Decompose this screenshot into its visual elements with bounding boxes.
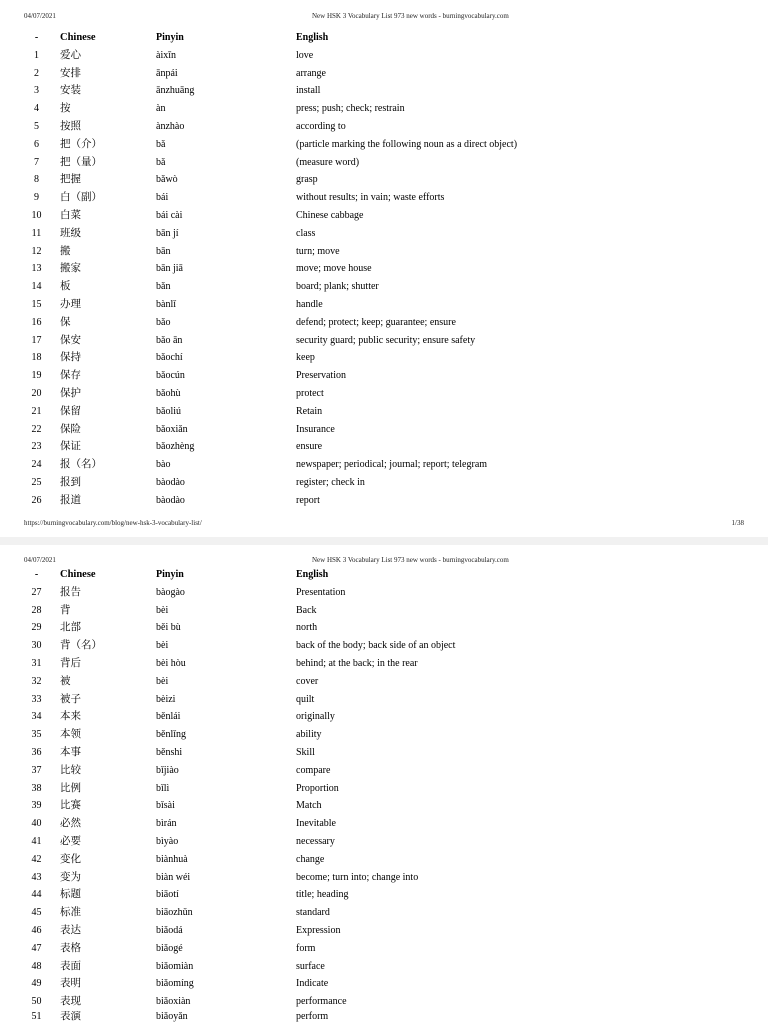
vocab-chinese-cell: 被 [60,675,71,687]
vocab-english-cell: class [296,227,316,239]
vocab-num-cell: 50 [31,996,42,1008]
vocab-chinese-cell: 保护 [60,387,81,399]
vocab-num-cell: 28 [31,604,42,616]
vocab-num-cell: 32 [31,675,42,687]
vocab-row [0,797,768,815]
vocab-pinyin-cell: bèi [156,640,169,652]
vocab-row [0,332,768,350]
vocab-num-cell: 46 [31,925,42,937]
vocab-row [0,1011,768,1024]
vocab-english-cell: standard [296,907,330,919]
vocab-pinyin-cell: ànzhào [156,120,185,132]
vocab-english-cell: performance [296,996,347,1008]
vocab-row [0,243,768,261]
vocab-row [0,886,768,904]
vocab-english-cell: title; heading [296,889,349,901]
vocab-english-cell: Retain [296,405,323,417]
vocab-english-cell: Match [296,800,322,812]
vocab-row [0,940,768,958]
vocab-english-cell: back of the body; back side of an object [296,640,456,652]
vocab-pinyin-cell: biǎogé [156,942,183,954]
vocab-english-cell: without results; in vain; waste efforts [296,192,445,204]
vocab-row [0,438,768,456]
vocab-pinyin-cell: bìyào [156,836,179,848]
vocab-chinese-cell: 保证 [60,441,81,453]
vocab-num-cell: 29 [31,622,42,634]
vocab-english-cell: grasp [296,174,318,186]
vocab-chinese-cell: 报告 [60,586,81,598]
vocab-english-cell: Proportion [296,782,339,794]
vocab-chinese-cell: 背（名） [60,640,102,652]
vocab-num-cell: 43 [31,871,42,883]
vocab-english-cell: security guard; public security; ensure safety [296,334,476,346]
vocab-row [0,655,768,673]
vocab-pinyin-cell: bàogào [156,586,185,598]
vocab-num-cell: 30 [31,640,42,652]
vocab-row [0,367,768,385]
vocab-row [0,744,768,762]
vocab-pinyin-cell: biǎoyǎn [156,1011,188,1023]
vocab-english-cell: handle [296,298,323,310]
vocab-num-cell: 5 [34,120,39,132]
vocab-english-cell: press; push; check; restrain [296,103,405,115]
vocab-english-cell: report [296,494,320,506]
vocab-row [0,456,768,474]
vocab-chinese-cell: 背 [60,604,71,616]
vocab-row [0,118,768,136]
vocab-pinyin-cell: bèi hòu [156,658,186,670]
vocab-pinyin-cell: bèi [156,675,169,687]
vocab-pinyin-cell: bǎochí [156,352,183,364]
vocab-table [0,29,768,510]
vocab-chinese-cell: 表达 [60,925,81,937]
document-page [0,545,768,1024]
vocab-row [0,780,768,798]
vocab-chinese-cell: 白菜 [60,209,81,221]
vocab-pinyin-cell: àn [156,103,166,115]
vocab-row [0,136,768,154]
vocab-english-cell: register; check in [296,476,365,488]
vocab-num-cell: 36 [31,747,42,759]
vocab-pinyin-cell: biànhuà [156,853,188,865]
vocab-num-cell: 38 [31,782,42,794]
vocab-chinese-cell: 本来 [60,711,81,723]
vocab-num-cell: 40 [31,818,42,830]
vocab-english-cell: Inevitable [296,818,336,830]
vocab-num-cell: 21 [31,405,42,417]
page-url: https://burningvocabulary.com/blog/new-hsk-3-vocabulary-list/ [24,519,202,527]
vocab-english-cell: install [296,85,321,97]
vocab-pinyin-cell: àixīn [156,49,176,61]
vocab-chinese-cell: 表面 [60,960,81,972]
vocab-english-cell: Preservation [296,370,346,382]
vocab-chinese-cell: 表格 [60,942,81,954]
vocab-chinese-cell: 标准 [60,907,81,919]
vocab-pinyin-cell: bǎoxiǎn [156,423,188,435]
vocab-chinese-cell: 保 [60,316,71,328]
vocab-chinese-cell: 保留 [60,405,81,417]
vocab-pinyin-cell: běnlǐng [156,729,186,741]
vocab-english-cell: Skill [296,747,315,759]
vocab-row [0,726,768,744]
vocab-pinyin-cell: bàodào [156,476,185,488]
vocab-row [0,154,768,172]
vocab-english-cell: surface [296,960,325,972]
vocab-chinese-cell: 背后 [60,658,81,670]
vocab-chinese-cell: 白（副） [60,192,102,204]
vocab-num-cell: 37 [31,764,42,776]
column-header-chinese: Chinese [60,569,96,581]
vocab-pinyin-cell: bǎo ān [156,334,183,346]
vocab-pinyin-cell: bān jí [156,227,179,239]
vocab-pinyin-cell: bān [156,245,171,257]
vocab-english-cell: Insurance [296,423,335,435]
vocab-chinese-cell: 办理 [60,298,81,310]
column-header-number: - [34,32,39,43]
vocab-english-cell: Back [296,604,317,616]
vocab-num-cell: 41 [31,836,42,848]
vocab-chinese-cell: 被子 [60,693,81,705]
vocab-pinyin-cell: ānpái [156,67,178,79]
vocab-pinyin-cell: běnlái [156,711,181,723]
vocab-chinese-cell: 爱心 [60,49,81,61]
vocab-english-cell: (measure word) [296,156,360,168]
vocab-chinese-cell: 必然 [60,818,81,830]
vocab-pinyin-cell: bái cài [156,209,183,221]
vocab-num-cell: 14 [31,281,42,293]
vocab-chinese-cell: 表明 [60,978,81,990]
vocab-english-cell: move; move house [296,263,372,275]
vocab-row [0,869,768,887]
column-header-chinese: Chinese [60,32,96,43]
vocab-row [0,296,768,314]
vocab-num-cell: 17 [31,334,42,346]
vocab-num-cell: 45 [31,907,42,919]
vocab-chinese-cell: 必要 [60,836,81,848]
vocab-pinyin-cell: bǎohù [156,387,181,399]
vocab-chinese-cell: 变化 [60,853,81,865]
vocab-pinyin-cell: bèi [156,604,169,616]
vocab-chinese-cell: 变为 [60,871,81,883]
table-body [0,584,768,1024]
page-gap [0,537,768,545]
vocab-row [0,619,768,637]
vocab-row [0,762,768,780]
vocab-chinese-cell: 保存 [60,370,81,382]
vocab-row [0,708,768,726]
vocab-row [0,225,768,243]
vocab-num-cell: 27 [31,586,42,598]
vocab-pinyin-cell: bìrán [156,818,177,830]
vocab-chinese-cell: 比赛 [60,800,81,812]
vocab-num-cell: 22 [31,423,42,435]
vocab-num-cell: 51 [31,1011,42,1023]
vocab-num-cell: 31 [31,658,42,670]
print-date: 04/07/2021 [24,12,56,20]
vocab-num-cell: 49 [31,978,42,990]
vocab-row [0,314,768,332]
vocab-english-cell: Indicate [296,978,329,990]
vocab-pinyin-cell: biǎomíng [156,978,194,990]
vocab-row [0,975,768,993]
vocab-row [0,673,768,691]
vocab-row [0,637,768,655]
vocab-chinese-cell: 表演 [60,1011,81,1023]
vocab-pinyin-cell: biāozhǔn [156,907,193,919]
vocab-row [0,958,768,976]
vocab-chinese-cell: 按 [60,103,71,115]
page-number: 1/38 [731,519,744,527]
vocab-english-cell: protect [296,387,324,399]
vocab-english-cell: ability [296,729,322,741]
vocab-pinyin-cell: bǎoliú [156,405,181,417]
vocab-row [0,82,768,100]
vocab-num-cell: 42 [31,853,42,865]
vocab-chinese-cell: 班级 [60,227,81,239]
column-header-english: English [296,32,329,43]
vocab-chinese-cell: 板 [60,281,71,293]
vocab-num-cell: 4 [34,103,39,115]
vocab-num-cell: 3 [34,85,39,97]
vocab-chinese-cell: 把（量） [60,156,102,168]
vocab-chinese-cell: 本事 [60,747,81,759]
column-header-english: English [296,569,329,581]
vocab-num-cell: 26 [31,494,42,506]
vocab-english-cell: (particle marking the following noun as a direct object) [296,138,518,150]
vocab-row [0,833,768,851]
vocab-row [0,851,768,869]
vocab-english-cell: keep [296,352,315,364]
vocab-num-cell: 20 [31,387,42,399]
vocab-num-cell: 1 [34,49,39,61]
vocab-pinyin-cell: biàn wéi [156,871,191,883]
vocab-pinyin-cell: bàodào [156,494,185,506]
vocab-english-cell: turn; move [296,245,340,257]
vocab-row [0,100,768,118]
vocab-english-cell: quilt [296,693,315,705]
vocab-chinese-cell: 搬 [60,245,71,257]
vocab-chinese-cell: 保持 [60,352,81,364]
vocab-row [0,602,768,620]
column-header-number: - [34,569,39,581]
vocab-chinese-cell: 比例 [60,782,81,794]
vocab-num-cell: 2 [34,67,39,79]
vocab-row [0,260,768,278]
vocab-row [0,993,768,1011]
vocab-pinyin-cell: bào [156,459,171,471]
vocab-row [0,385,768,403]
vocab-pinyin-cell: bǎozhèng [156,441,195,453]
vocab-row [0,207,768,225]
vocab-num-cell: 8 [34,174,39,186]
vocab-row [0,189,768,207]
vocab-pinyin-cell: bèizi [156,693,176,705]
vocab-row [0,584,768,602]
vocab-english-cell: defend; protect; keep; guarantee; ensure [296,316,456,328]
vocab-pinyin-cell: běi bù [156,622,181,634]
vocab-row [0,691,768,709]
vocab-row [0,403,768,421]
vocab-num-cell: 39 [31,800,42,812]
vocab-english-cell: originally [296,711,335,723]
vocab-chinese-cell: 安装 [60,85,81,97]
vocab-num-cell: 6 [34,138,39,150]
vocab-num-cell: 48 [31,960,42,972]
print-title: New HSK 3 Vocabulary List 973 new words - burningvocabulary.com [312,556,509,564]
vocab-num-cell: 10 [31,209,42,221]
vocab-english-cell: behind; at the back; in the rear [296,658,418,670]
vocab-num-cell: 25 [31,476,42,488]
vocab-row [0,171,768,189]
print-date: 04/07/2021 [24,556,56,564]
vocab-pinyin-cell: běnshi [156,747,183,759]
vocab-chinese-cell: 表现 [60,996,81,1008]
vocab-num-cell: 33 [31,693,42,705]
vocab-num-cell: 11 [31,227,42,239]
vocab-pinyin-cell: biǎomiàn [156,960,194,972]
vocab-chinese-cell: 报（名） [60,459,102,471]
table-header-row [0,29,768,47]
vocab-num-cell: 15 [31,298,42,310]
vocab-num-cell: 34 [31,711,42,723]
vocab-pinyin-cell: bǐsài [156,800,175,812]
vocab-chinese-cell: 报道 [60,494,81,506]
vocab-chinese-cell: 按照 [60,120,81,132]
vocab-pinyin-cell: biǎodá [156,925,183,937]
vocab-num-cell: 47 [31,942,42,954]
vocab-english-cell: cover [296,675,319,687]
vocab-pinyin-cell: biāotí [156,889,179,901]
vocab-num-cell: 9 [34,192,39,204]
vocab-chinese-cell: 比较 [60,764,81,776]
vocab-pinyin-cell: bān jiā [156,263,183,275]
vocab-row [0,904,768,922]
vocab-chinese-cell: 本领 [60,729,81,741]
vocab-english-cell: necessary [296,836,335,848]
vocab-row [0,815,768,833]
vocab-num-cell: 12 [31,245,42,257]
vocab-num-cell: 7 [34,156,39,168]
vocab-pinyin-cell: bǎn [156,281,171,293]
table-body [0,47,768,510]
vocab-pinyin-cell: ānzhuāng [156,85,195,97]
vocab-english-cell: form [296,942,316,954]
vocab-chinese-cell: 标题 [60,889,81,901]
vocab-pinyin-cell: bǎwò [156,174,178,186]
vocab-pinyin-cell: bǐjiào [156,764,179,776]
vocab-num-cell: 19 [31,370,42,382]
vocab-english-cell: north [296,622,318,634]
vocab-num-cell: 44 [31,889,42,901]
vocab-english-cell: become; turn into; change into [296,871,419,883]
vocab-row [0,492,768,510]
vocab-english-cell: compare [296,764,331,776]
vocab-english-cell: board; plank; shutter [296,281,379,293]
vocab-english-cell: love [296,49,314,61]
vocab-english-cell: perform [296,1011,329,1023]
vocab-num-cell: 18 [31,352,42,364]
vocab-row [0,278,768,296]
vocab-english-cell: change [296,853,325,865]
vocab-chinese-cell: 北部 [60,622,81,634]
vocab-chinese-cell: 保安 [60,334,81,346]
vocab-table [0,566,768,1024]
vocab-pinyin-cell: bǎ [156,156,166,168]
vocab-row [0,922,768,940]
vocab-num-cell: 23 [31,441,42,453]
vocab-num-cell: 16 [31,316,42,328]
print-title: New HSK 3 Vocabulary List 973 new words - burningvocabulary.com [312,12,509,20]
vocab-pinyin-cell: bǐlì [156,782,170,794]
vocab-row [0,474,768,492]
vocab-pinyin-cell: bǎ [156,138,166,150]
vocab-chinese-cell: 安排 [60,67,81,79]
vocab-row [0,65,768,83]
vocab-chinese-cell: 报到 [60,476,81,488]
column-header-pinyin: Pinyin [156,569,184,581]
vocab-english-cell: newspaper; periodical; journal; report; telegram [296,459,488,471]
vocab-english-cell: ensure [296,441,323,453]
column-header-pinyin: Pinyin [156,32,184,43]
vocab-chinese-cell: 把（介） [60,138,102,150]
vocab-english-cell: Expression [296,925,341,937]
vocab-english-cell: according to [296,120,346,132]
vocab-row [0,349,768,367]
vocab-pinyin-cell: bǎocún [156,370,185,382]
vocab-row [0,47,768,65]
vocab-pinyin-cell: biǎoxiàn [156,996,191,1008]
vocab-pinyin-cell: bǎo [156,316,171,328]
vocab-chinese-cell: 把握 [60,174,81,186]
vocab-row [0,421,768,439]
vocab-chinese-cell: 保险 [60,423,81,435]
vocab-num-cell: 35 [31,729,42,741]
vocab-pinyin-cell: bái [156,192,169,204]
vocab-chinese-cell: 搬家 [60,263,81,275]
vocab-pinyin-cell: bànlǐ [156,298,176,310]
vocab-english-cell: Presentation [296,586,346,598]
vocab-english-cell: Chinese cabbage [296,209,364,221]
vocab-english-cell: arrange [296,67,326,79]
vocab-num-cell: 13 [31,263,42,275]
vocab-num-cell: 24 [31,459,42,471]
table-header-row [0,566,768,584]
